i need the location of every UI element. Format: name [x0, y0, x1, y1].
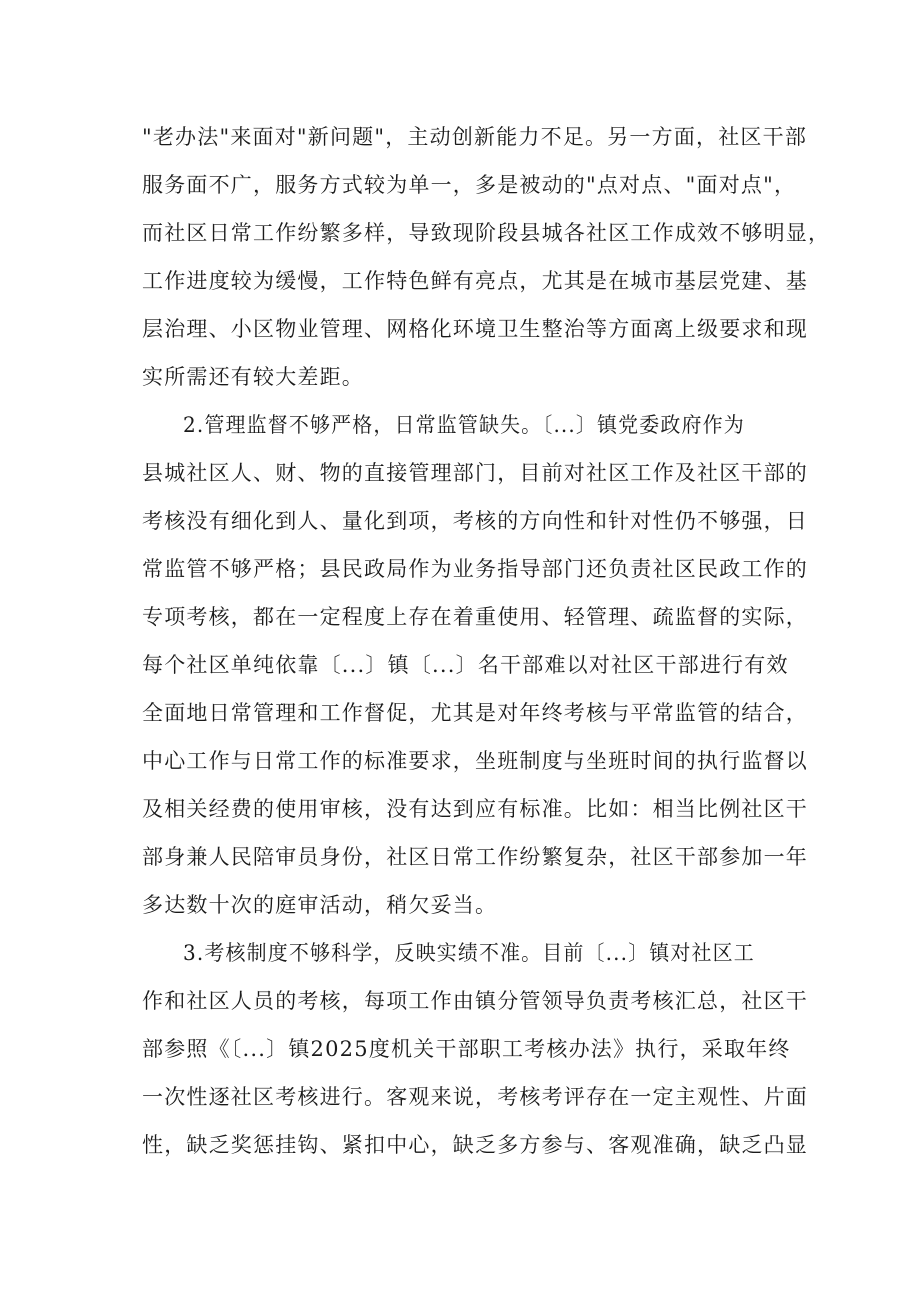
text-line: 工作进度较为缓慢，工作特色鲜有亮点，尤其是在城市基层党建、基 — [142, 269, 808, 293]
section-2-heading-line: 2.管理监督不够严格，日常监管缺失。〔...〕镇党委政府作为 — [183, 413, 745, 437]
text-line: 一次性逐社区考核进行。客观来说，考核考评存在一定主观性、片面 — [142, 1085, 808, 1109]
text-line: 多达数十次的庭审活动，稍欠妥当。 — [142, 893, 498, 917]
text-line: 县城社区人、财、物的直接管理部门，目前对社区工作及社区干部的 — [142, 461, 808, 485]
text-line: 层治理、小区物业管理、网格化环境卫生整治等方面离上级要求和现 — [142, 317, 808, 341]
section-3-heading-line: 3.考核制度不够科学，反映实绩不准。目前〔...〕镇对社区工 — [183, 941, 755, 965]
text-line: 考核没有细化到人、量化到项，考核的方向性和针对性仍不够强，日 — [142, 509, 808, 533]
text-line: 部参照《〔...〕镇2025度机关干部职工考核办法》执行，采取年终 — [142, 1037, 791, 1061]
text-line: 部身兼人民陪审员身份，社区日常工作纷繁复杂，社区干部参加一年 — [142, 845, 808, 869]
text-line: 每个社区单纯依靠〔...〕镇〔...〕名干部难以对社区干部进行有效 — [142, 653, 789, 677]
text-line: 及相关经费的使用审核，没有达到应有标准。比如：相当比例社区干 — [142, 797, 808, 821]
text-line: 中心工作与日常工作的标准要求，坐班制度与坐班时间的执行监督以 — [142, 749, 808, 773]
text-line: 性，缺乏奖惩挂钩、紧扣中心，缺乏多方参与、客观准确，缺乏凸显 — [142, 1133, 808, 1157]
text-line: 实所需还有较大差距。 — [142, 365, 364, 389]
text-line: 常监管不够严格；县民政局作为业务指导部门还负责社区民政工作的 — [142, 557, 808, 581]
text-line: 专项考核，都在一定程度上存在着重使用、轻管理、疏监督的实际， — [142, 605, 808, 629]
text-line: 而社区日常工作纷繁多样，导致现阶段县城各社区工作成效不够明显， — [142, 221, 831, 245]
text-line: 全面地日常管理和工作督促，尤其是对年终考核与平常监管的结合， — [142, 701, 808, 725]
text-line: "老办法"来面对"新问题"，主动创新能力不足。另一方面，社区干部 — [142, 125, 808, 149]
text-line: 作和社区人员的考核，每项工作由镇分管领导负责考核汇总，社区干 — [142, 989, 808, 1013]
text-line: 服务面不广，服务方式较为单一，多是被动的"点对点、"面对点"， — [142, 173, 797, 197]
